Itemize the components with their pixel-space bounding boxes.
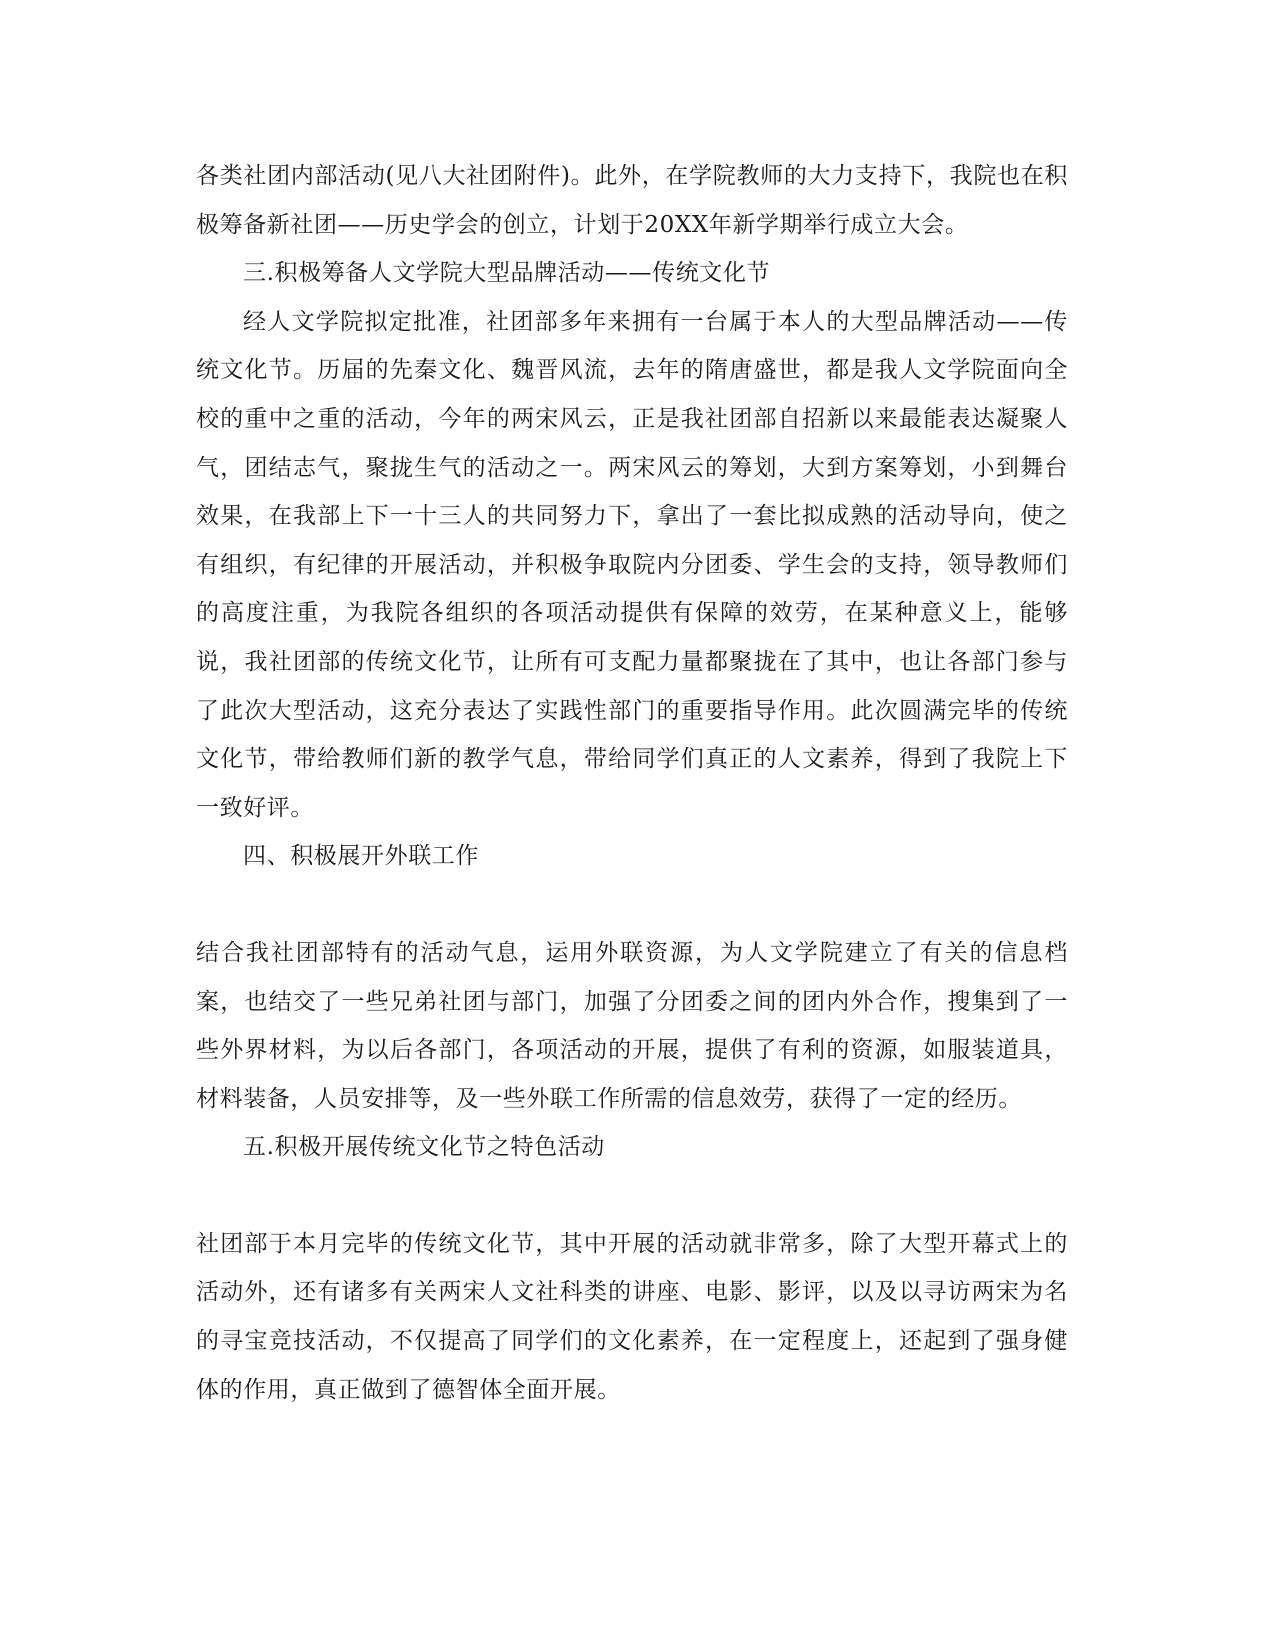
paragraph-section-3: 经人文学院拟定批准，社团部多年来拥有一台属于本人的大型品牌活动——传统文化节。历届的先秦文化、魏晋风流，去年的隋唐盛世，都是我人文学院面向全校的重中之重的活动，今年的两宋风云，正是我社团部自招新以来最能表达凝聚人气，团结志气，聚拢生气的活动之一。两宋风云的筹划，大到方案筹划，小到舞台效果，在我部上下一十三人的共同努力下，拿出了一套比拟成熟的活动导向，使之有组织，有纪律的开展活动，并积极争取院内分团委、学生会的支持，领导教师们的高度注重，为我院各组织的各项活动提供有保障的效劳，在某种意义上，能够说，我社团部的传统文化节，让所有可支配力量都聚拢在了其中，也让各部门参与了此次大型活动，这充分表达了实践性部门的重要指导作用。此次圆满完毕的传统文化节，带给教师们新的教学气息，带给同学们真正的人文素养，得到了我院上下一致好评。	[196, 308, 1068, 821]
document-body	[196, 152, 1068, 1414]
section-heading-3: 三.积极筹备人文学院大型品牌活动——传统文化节	[243, 260, 771, 287]
section-heading-5: 五.积极开展传统文化节之特色活动	[243, 1134, 605, 1161]
paragraph-continuation: 各类社团内部活动(见八大社团附件)。此外，在学院教师的大力支持下，我院也在积极筹备新社团——历史学会的创立，计划于20XX年新学期举行成立大会。	[196, 163, 1068, 238]
section-heading-4: 四、积极展开外联工作	[243, 843, 479, 870]
paragraph-section-4: 结合我社团部特有的活动气息，运用外联资源，为人文学院建立了有关的信息档案，也结交了一些兄弟社团与部门，加强了分团委之间的团内外合作，搜集到了一些外界材料，为以后各部门，各项活动的开展，提供了有利的资源，如服装道具，材料装备，人员安排等，及一些外联工作所需的信息效劳，获得了一定的经历。	[196, 939, 1068, 1112]
paragraph-section-5: 社团部于本月完毕的传统文化节，其中开展的活动就非常多，除了大型开幕式上的活动外，还有诸多有关两宋人文社科类的讲座、电影、影评，以及以寻访两宋为名的寻宝竞技活动，不仅提高了同学们的文化素养，在一定程度上，还起到了强身健体的作用，真正做到了德智体全面开展。	[196, 1230, 1068, 1403]
